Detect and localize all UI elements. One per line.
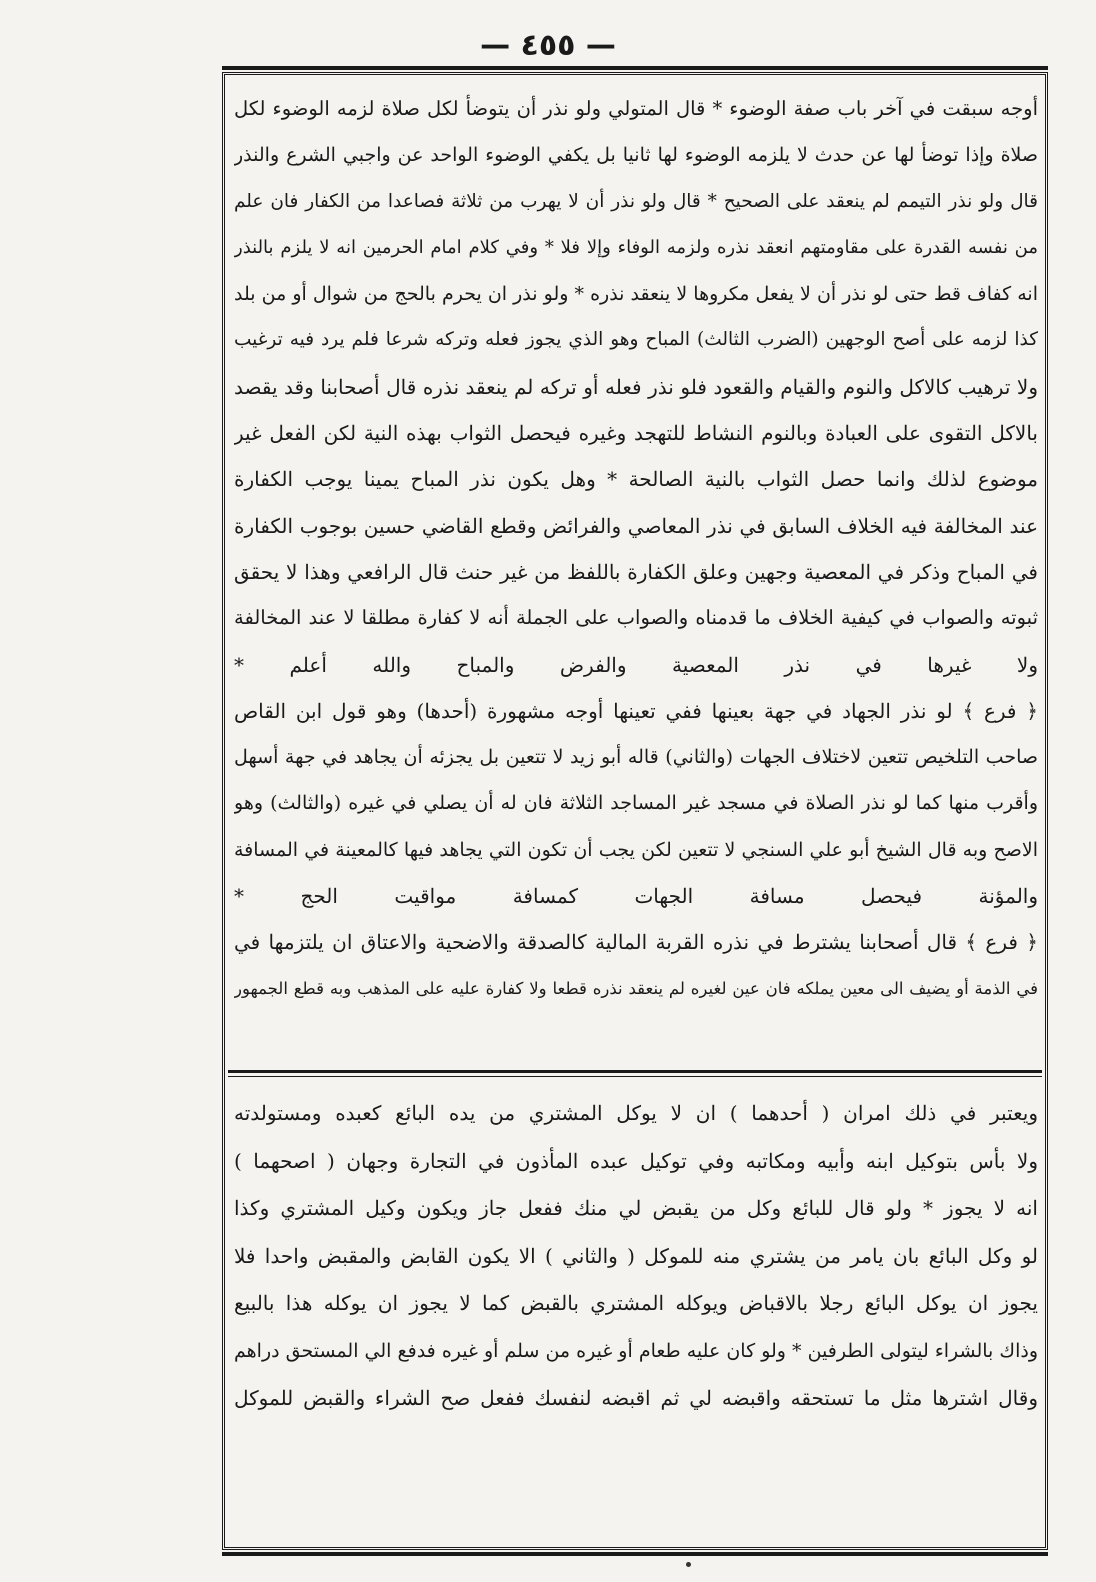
text-line: عند المخالفة فيه الخلاف السابق في نذر المعاصي والفرائض وقطع القاضي حسين بوجوب الكفارة — [234, 513, 1038, 538]
text-line: قال ولو نذر التيمم لم ينعقد على الصحيح * قال ولو نذر أن لا يهرب من ثلاثة فصاعدا من الكفار فان علم — [234, 190, 1038, 212]
text-line: موضوع لذلك وانما حصل الثواب بالنية الصالحة * وهل يكون نذر المباح يمينا يوجب الكفارة — [234, 467, 1038, 492]
ink-dot — [686, 1562, 691, 1567]
text-line: والمؤنة فيحصل مسافة الجهات كمسافة مواقيت الحج * — [234, 884, 1038, 909]
text-line: الاصح وبه قال الشيخ أبو علي السنجي لا تتعين لكن يجب أن تكون التي يجاهد فيها كالمعينة في المسافة — [234, 838, 1038, 861]
text-line: انه لا يجوز * ولو قال للبائع وكل من يقبض لي منك ففعل جاز ويكون وكيل المشتري وكذا — [234, 1196, 1038, 1220]
section-separator-thin — [228, 1076, 1042, 1077]
text-line: يجوز ان يوكل البائع رجلا بالاقباض ويوكله المشتري بالقبض كما لا يجوز ان يوكله هذا بالبيع — [234, 1291, 1038, 1315]
text-line: في الذمة أو يضيف الى معين يملكه فان عين لغيره لم ينعقد نذره قطعا ولا كفارة عليه على المذهب وبه قطع الجمهور — [234, 978, 1038, 998]
text-line: ويعتبر في ذلك امران ( أحدهما ) ان لا يوكل المشتري من يده البائع كعبده ومستولدته — [234, 1101, 1038, 1125]
text-line: صلاة وإذا توضأ لها عن حدث لا يلزمه الوضوء لها ثانيا بل يكفي الوضوء الواحد عن واجبي الشرع والنذر — [234, 144, 1038, 167]
text-line: ولا ترهيب كالاكل والنوم والقيام والقعود فلو نذر فعله أو تركه لم ينعقد نذره قال أصحابنا وقد يقصد — [234, 374, 1038, 399]
frame-top-rule — [222, 66, 1048, 70]
text-line: انه كفاف قط حتى لو نذر أن لا يفعل مكروها لا ينعقد نذره * ولو نذر ان يحرم بالحج من شوال أو من بلد — [234, 283, 1038, 306]
text-line: أوجه سبقت في آخر باب صفة الوضوء * قال المتولي ولو نذر أن يتوضأ لكل صلاة لزمه الوضوء لكل — [234, 97, 1038, 120]
section-separator — [228, 1070, 1042, 1073]
text-line: لو وكل البائع بان يامر من يشتري منه للموكل ( والثاني ) الا يكون القابض والمقبض واحدا فلا — [234, 1243, 1038, 1268]
text-line: في المباح وذكر في المعصية وجهين وعلق الكفارة باللفظ من غير حنث قال الرافعي وهذا لا يحقق — [234, 559, 1038, 584]
main-text-block — [234, 86, 1038, 1012]
text-line: وقال اشترها مثل ما تستحقه واقبضه لي ثم اقبضه لنفسك ففعل صح الشراء والقبض للموكل — [234, 1386, 1038, 1410]
text-line: من نفسه القدرة على مقاومتهم انعقد نذره ولزمه الوفاء وإلا فلا * وفي كلام امام الحرمين انه لا يلزم بالنذر — [234, 236, 1038, 258]
text-line: ثبوته والصواب في كيفية الخلاف ما قدمناه والصواب على الجملة أنه لا كفارة مطلقا لا عند المخالفة — [234, 606, 1038, 630]
text-line: وأقرب منها كما لو نذر الصلاة في مسجد غير المساجد الثلاثة فان له أن يصلي في غيره (والثالث) وهو — [234, 792, 1038, 815]
commentary-text-block — [234, 1090, 1038, 1423]
page-number: — ٤٥٥ — — [480, 28, 616, 63]
text-line: وذاك بالشراء ليتولى الطرفين * ولو كان عليه طعام أو غيره من سلم أو غيره فدفع الي المستحق دراهم — [234, 1339, 1038, 1362]
text-line: ﴿ فرع ﴾ قال أصحابنا يشترط في نذره القربة المالية كالصدقة والاضحية والاعتاق ان يلتزمها في — [234, 930, 1038, 955]
text-line: صاحب التلخيص تتعين لاختلاف الجهات (والثاني) قاله أبو زيد لا تتعين بل يجزئه أن يجاهد في جهة أسهل — [234, 746, 1038, 769]
text-line: ﴿ فرع ﴾ لو نذر الجهاد في جهة بعينها ففي تعينها أوجه مشهورة (أحدها) وهو قول ابن القاص — [234, 698, 1038, 723]
text-line: ولا بأس بتوكيل ابنه وأبيه ومكاتبه وفي توكيل عبده المأذون في التجارة وجهان ( اصحهما ) — [234, 1148, 1038, 1173]
text-line: بالاكل التقوى على العبادة وبالنوم النشاط للتهجد وغيره فيحصل الثواب بهذه النية لكن الفعل غير — [234, 421, 1038, 446]
text-line: ولا غيرها في نذر المعصية والفرض والمباح والله أعلم * — [234, 652, 1038, 677]
text-line: كذا لزمه على أصح الوجهين (الضرب الثالث) المباح وهو الذي يجوز فعله وتركه شرعا فلم يرد فيه ترغيب — [234, 329, 1038, 351]
frame-bottom-rule — [222, 1552, 1048, 1556]
